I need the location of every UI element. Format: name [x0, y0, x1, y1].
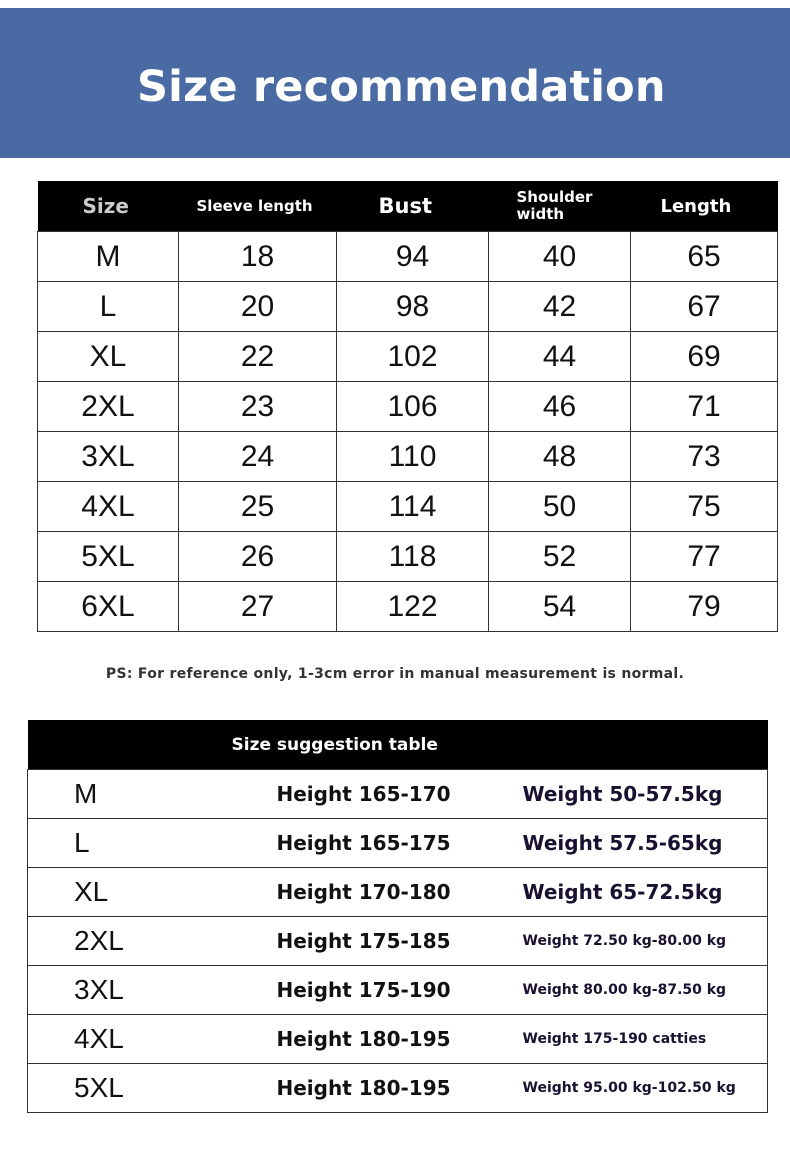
- suggestion-height: Height 165-175: [277, 819, 523, 868]
- size-chart-row: [38, 582, 778, 632]
- cell-length: 69: [631, 332, 778, 382]
- cell-length: 77: [631, 532, 778, 582]
- cell-shoulder-width: 44: [489, 332, 631, 382]
- size-chart-row: [38, 332, 778, 382]
- suggestion-row: [28, 1064, 768, 1113]
- cell-shoulder-width: 50: [489, 482, 631, 532]
- cell-shoulder-width: 46: [489, 382, 631, 432]
- measurement-note: PS: For reference only, 1-3cm error in manual measurement is normal.: [105, 666, 685, 682]
- cell-length: 79: [631, 582, 778, 632]
- suggestion-row: [28, 1015, 768, 1064]
- cell-sleeve-length: 25: [179, 482, 337, 532]
- cell-size: 4XL: [38, 482, 179, 532]
- cell-bust: 94: [337, 232, 489, 282]
- cell-sleeve-length: 20: [179, 282, 337, 332]
- suggestion-row: [28, 868, 768, 917]
- cell-bust: 122: [337, 582, 489, 632]
- header-shoulder-line2: width: [516, 205, 565, 223]
- header-shoulder-width: [489, 181, 631, 232]
- cell-shoulder-width: 52: [489, 532, 631, 582]
- suggestion-weight: Weight 95.00 kg-102.50 kg: [523, 1064, 768, 1113]
- cell-size: 5XL: [38, 532, 179, 582]
- cell-shoulder-width: 54: [489, 582, 631, 632]
- cell-sleeve-length: 22: [179, 332, 337, 382]
- cell-bust: 110: [337, 432, 489, 482]
- suggestion-weight: Weight 65-72.5kg: [523, 868, 768, 917]
- cell-size: L: [38, 282, 179, 332]
- size-suggestion-table: [27, 720, 768, 1113]
- suggestion-height: Height 170-180: [277, 868, 523, 917]
- suggestion-size: 5XL: [28, 1064, 277, 1113]
- size-chart-row: [38, 532, 778, 582]
- suggestion-table-title: Size suggestion table: [28, 720, 768, 770]
- header-size: Size: [38, 181, 179, 232]
- header-length: Length: [631, 181, 778, 232]
- suggestion-weight: Weight 50-57.5kg: [523, 770, 768, 819]
- suggestion-size: 2XL: [28, 917, 277, 966]
- cell-bust: 118: [337, 532, 489, 582]
- suggestion-row: [28, 770, 768, 819]
- cell-size: 3XL: [38, 432, 179, 482]
- suggestion-size: M: [28, 770, 277, 819]
- suggestion-row: [28, 819, 768, 868]
- cell-length: 71: [631, 382, 778, 432]
- suggestion-size: 4XL: [28, 1015, 277, 1064]
- cell-bust: 106: [337, 382, 489, 432]
- cell-sleeve-length: 24: [179, 432, 337, 482]
- cell-length: 75: [631, 482, 778, 532]
- cell-sleeve-length: 27: [179, 582, 337, 632]
- size-chart-row: [38, 432, 778, 482]
- header-sleeve-length: Sleeve length: [179, 181, 337, 232]
- cell-size: 6XL: [38, 582, 179, 632]
- cell-bust: 114: [337, 482, 489, 532]
- cell-shoulder-width: 48: [489, 432, 631, 482]
- suggestion-size: XL: [28, 868, 277, 917]
- cell-sleeve-length: 23: [179, 382, 337, 432]
- header-banner: [0, 8, 790, 158]
- size-chart-row: [38, 232, 778, 282]
- cell-bust: 98: [337, 282, 489, 332]
- size-chart-header-row: [38, 181, 778, 232]
- suggestion-header-row: [28, 720, 768, 770]
- cell-size: XL: [38, 332, 179, 382]
- cell-bust: 102: [337, 332, 489, 382]
- suggestion-row: [28, 917, 768, 966]
- cell-shoulder-width: 42: [489, 282, 631, 332]
- suggestion-size: L: [28, 819, 277, 868]
- cell-length: 73: [631, 432, 778, 482]
- suggestion-weight: Weight 72.50 kg-80.00 kg: [523, 917, 768, 966]
- suggestion-weight: Weight 80.00 kg-87.50 kg: [523, 966, 768, 1015]
- suggestion-weight: Weight 57.5-65kg: [523, 819, 768, 868]
- cell-size: M: [38, 232, 179, 282]
- cell-sleeve-length: 26: [179, 532, 337, 582]
- size-chart-row: [38, 282, 778, 332]
- suggestion-height: Height 180-195: [277, 1064, 523, 1113]
- header-bust: Bust: [337, 181, 489, 232]
- suggestion-size: 3XL: [28, 966, 277, 1015]
- suggestion-height: Height 165-170: [277, 770, 523, 819]
- page-title: Size recommendation: [137, 62, 666, 112]
- header-shoulder-line1: Shoulder: [516, 188, 593, 206]
- cell-shoulder-width: 40: [489, 232, 631, 282]
- size-chart-row: [38, 382, 778, 432]
- cell-size: 2XL: [38, 382, 179, 432]
- suggestion-row: [28, 966, 768, 1015]
- size-chart-row: [38, 482, 778, 532]
- suggestion-height: Height 175-190: [277, 966, 523, 1015]
- cell-length: 67: [631, 282, 778, 332]
- cell-length: 65: [631, 232, 778, 282]
- suggestion-height: Height 180-195: [277, 1015, 523, 1064]
- cell-sleeve-length: 18: [179, 232, 337, 282]
- suggestion-weight: Weight 175-190 catties: [523, 1015, 768, 1064]
- size-chart-table: [37, 181, 778, 632]
- suggestion-height: Height 175-185: [277, 917, 523, 966]
